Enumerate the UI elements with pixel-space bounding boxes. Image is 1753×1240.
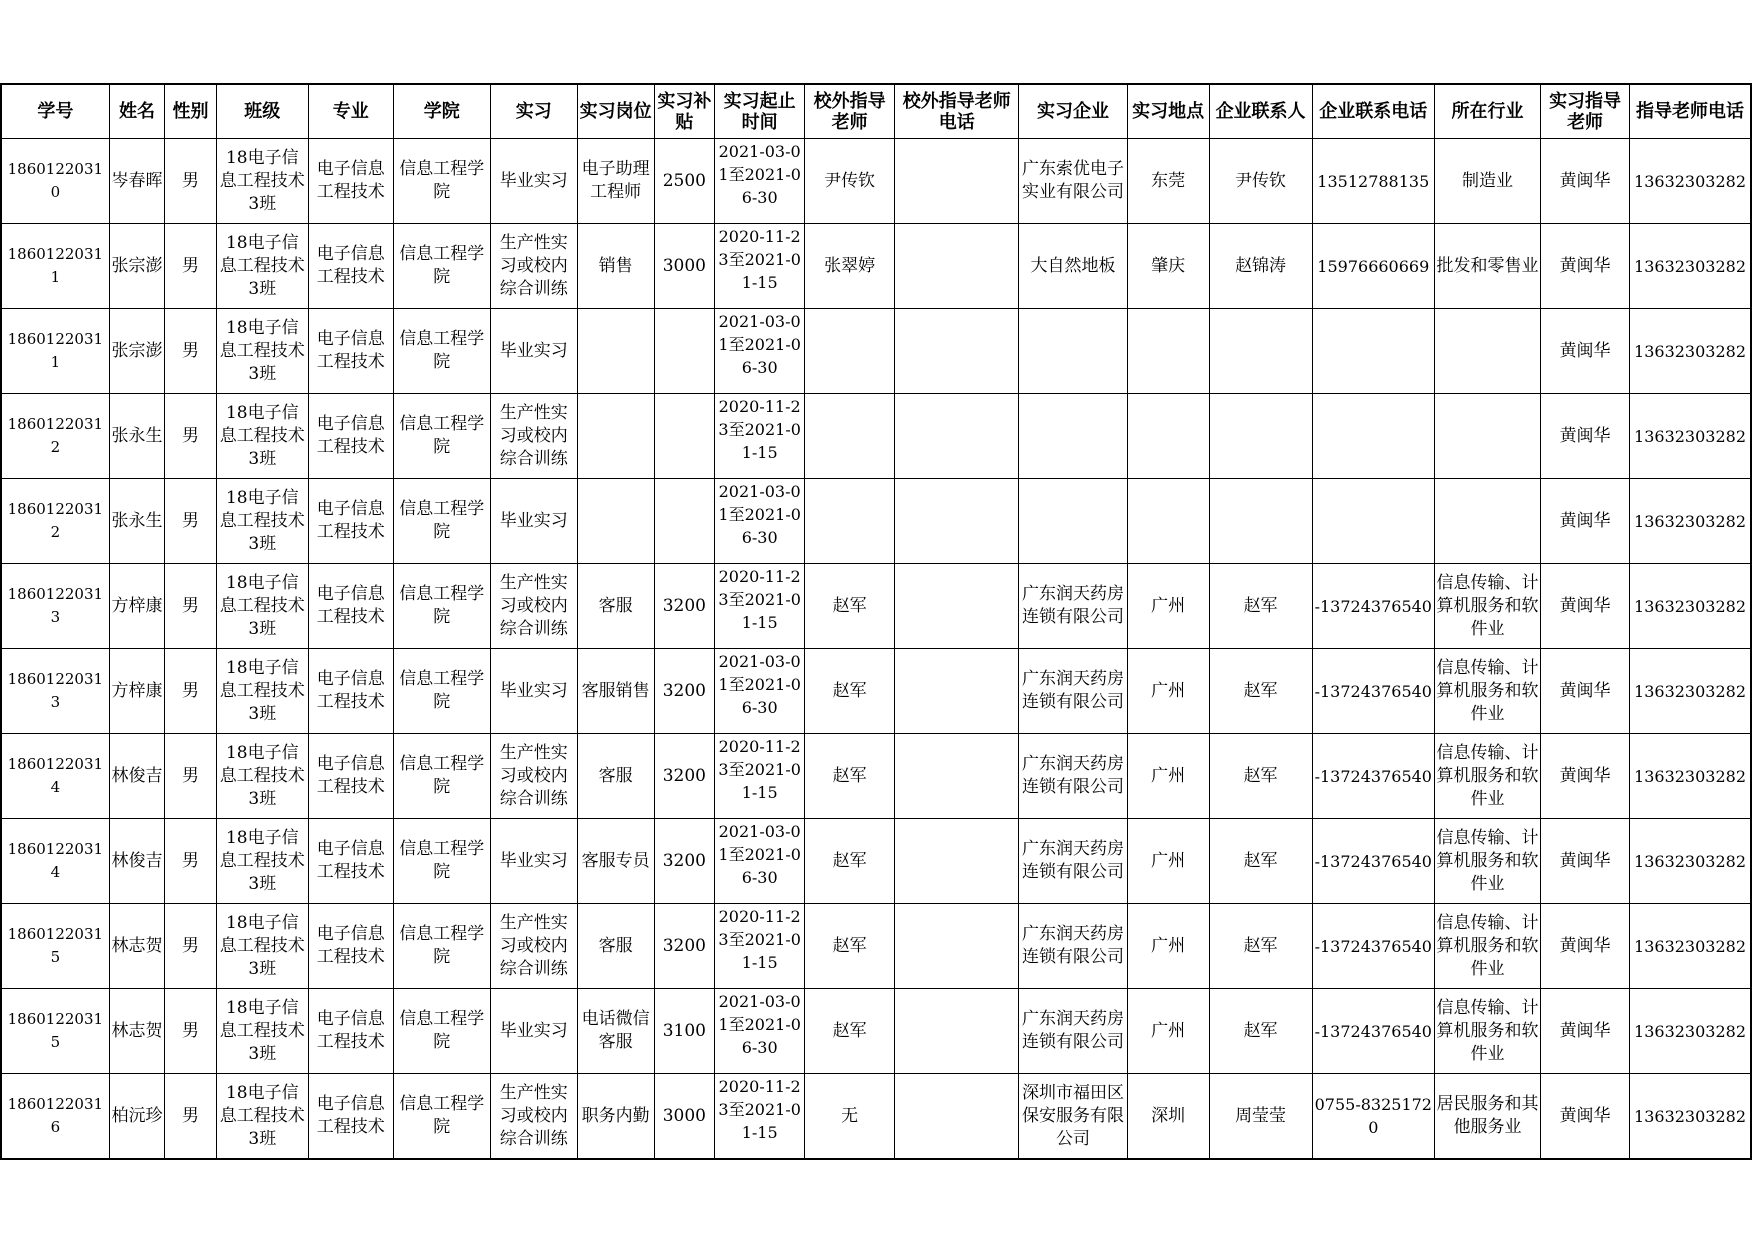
cell-post: 客服 <box>577 904 654 989</box>
cell-subsidy <box>654 309 715 394</box>
header-company-phone: 企业联系电话 <box>1312 84 1434 139</box>
period-text: 2021-03-01至2021-06-30 <box>718 142 801 207</box>
cell-instructor: 黄闽华 <box>1541 564 1630 649</box>
cell-major: 电子信息工程技术 <box>308 989 393 1074</box>
cell-post: 电话微信客服 <box>577 989 654 1074</box>
cell-location <box>1127 394 1209 479</box>
cell-gender: 男 <box>165 734 217 819</box>
cell-student-id: 18601220313 <box>1 564 109 649</box>
cell-subsidy: 3200 <box>654 649 715 734</box>
cell-student-id: 18601220315 <box>1 904 109 989</box>
cell-industry: 信息传输、计算机服务和软件业 <box>1434 819 1540 904</box>
cell-external-teacher-phone <box>895 649 1019 734</box>
cell-company-phone: 13512788135 <box>1312 139 1434 224</box>
cell-company-contact: 赵军 <box>1209 564 1312 649</box>
cell-industry: 制造业 <box>1434 139 1540 224</box>
header-subsidy: 实习补贴 <box>654 84 715 139</box>
cell-major: 电子信息工程技术 <box>308 224 393 309</box>
cell-location: 东莞 <box>1127 139 1209 224</box>
cell-external-teacher <box>805 394 895 479</box>
cell-external-teacher-phone <box>895 904 1019 989</box>
cell-period <box>715 989 805 1074</box>
cell-instructor: 黄闽华 <box>1541 479 1630 564</box>
header-external-teacher-phone: 校外指导老师电话 <box>895 84 1019 139</box>
cell-gender: 男 <box>165 819 217 904</box>
header-industry: 所在行业 <box>1434 84 1540 139</box>
cell-period <box>715 904 805 989</box>
cell-external-teacher-phone <box>895 564 1019 649</box>
cell-instructor-phone: 13632303282 <box>1630 819 1751 904</box>
table-row <box>1 139 1751 224</box>
table-row <box>1 479 1751 564</box>
cell-instructor: 黄闽华 <box>1541 394 1630 479</box>
cell-company: 深圳市福田区保安服务有限公司 <box>1019 1074 1127 1160</box>
header-instructor: 实习指导老师 <box>1541 84 1630 139</box>
period-text: 2021-03-01至2021-06-30 <box>718 312 801 377</box>
cell-major: 电子信息工程技术 <box>308 479 393 564</box>
cell-external-teacher: 赵军 <box>805 734 895 819</box>
cell-external-teacher <box>805 309 895 394</box>
period-text: 2020-11-23至2021-01-15 <box>718 1077 801 1142</box>
cell-instructor: 黄闽华 <box>1541 224 1630 309</box>
cell-class: 18电子信息工程技术3班 <box>216 904 308 989</box>
cell-student-id: 18601220311 <box>1 224 109 309</box>
cell-student-id: 18601220313 <box>1 649 109 734</box>
table-row <box>1 904 1751 989</box>
cell-subsidy: 3100 <box>654 989 715 1074</box>
cell-company-phone: -13724376540 <box>1312 734 1434 819</box>
cell-company-phone: -13724376540 <box>1312 904 1434 989</box>
cell-external-teacher-phone <box>895 989 1019 1074</box>
cell-instructor-phone: 13632303282 <box>1630 479 1751 564</box>
cell-external-teacher-phone <box>895 309 1019 394</box>
cell-period <box>715 1074 805 1160</box>
cell-company-phone <box>1312 309 1434 394</box>
cell-company <box>1019 479 1127 564</box>
cell-major: 电子信息工程技术 <box>308 139 393 224</box>
cell-college: 信息工程学院 <box>393 564 490 649</box>
internship-table <box>0 83 1752 1160</box>
cell-location: 肇庆 <box>1127 224 1209 309</box>
cell-external-teacher-phone <box>895 1074 1019 1160</box>
cell-class: 18电子信息工程技术3班 <box>216 394 308 479</box>
cell-industry <box>1434 479 1540 564</box>
table-row <box>1 309 1751 394</box>
cell-gender: 男 <box>165 904 217 989</box>
cell-class: 18电子信息工程技术3班 <box>216 649 308 734</box>
table-row <box>1 734 1751 819</box>
cell-industry <box>1434 309 1540 394</box>
cell-company-contact: 尹传钦 <box>1209 139 1312 224</box>
cell-period <box>715 394 805 479</box>
cell-external-teacher: 尹传钦 <box>805 139 895 224</box>
cell-post: 职务内勤 <box>577 1074 654 1160</box>
cell-company-contact: 赵锦涛 <box>1209 224 1312 309</box>
cell-student-id: 18601220312 <box>1 479 109 564</box>
period-text: 2020-11-23至2021-01-15 <box>718 737 801 802</box>
cell-major: 电子信息工程技术 <box>308 1074 393 1160</box>
cell-period <box>715 479 805 564</box>
cell-company-contact: 赵军 <box>1209 734 1312 819</box>
cell-class: 18电子信息工程技术3班 <box>216 989 308 1074</box>
cell-company-phone: 0755-83251720 <box>1312 1074 1434 1160</box>
header-major: 专业 <box>308 84 393 139</box>
cell-student-id: 18601220315 <box>1 989 109 1074</box>
cell-college: 信息工程学院 <box>393 224 490 309</box>
cell-industry: 批发和零售业 <box>1434 224 1540 309</box>
table-row <box>1 394 1751 479</box>
table-row <box>1 989 1751 1074</box>
header-instructor-phone: 指导老师电话 <box>1630 84 1751 139</box>
cell-company-phone <box>1312 394 1434 479</box>
cell-name: 林俊吉 <box>109 819 165 904</box>
cell-college: 信息工程学院 <box>393 394 490 479</box>
period-text: 2020-11-23至2021-01-15 <box>718 907 801 972</box>
header-class: 班级 <box>216 84 308 139</box>
cell-instructor-phone: 13632303282 <box>1630 139 1751 224</box>
cell-industry: 居民服务和其他服务业 <box>1434 1074 1540 1160</box>
header-post: 实习岗位 <box>577 84 654 139</box>
cell-instructor-phone: 13632303282 <box>1630 564 1751 649</box>
header-student-id: 学号 <box>1 84 109 139</box>
cell-external-teacher: 赵军 <box>805 819 895 904</box>
cell-location: 广州 <box>1127 904 1209 989</box>
cell-company-contact <box>1209 309 1312 394</box>
cell-instructor-phone: 13632303282 <box>1630 394 1751 479</box>
cell-student-id: 18601220312 <box>1 394 109 479</box>
cell-name: 林俊吉 <box>109 734 165 819</box>
cell-external-teacher: 张翠婷 <box>805 224 895 309</box>
cell-college: 信息工程学院 <box>393 139 490 224</box>
cell-instructor-phone: 13632303282 <box>1630 1074 1751 1160</box>
cell-internship-type: 生产性实习或校内综合训练 <box>490 564 577 649</box>
cell-post: 销售 <box>577 224 654 309</box>
cell-company: 广东索优电子实业有限公司 <box>1019 139 1127 224</box>
cell-gender: 男 <box>165 394 217 479</box>
cell-external-teacher-phone <box>895 819 1019 904</box>
cell-industry: 信息传输、计算机服务和软件业 <box>1434 904 1540 989</box>
cell-internship-type: 毕业实习 <box>490 309 577 394</box>
cell-industry <box>1434 394 1540 479</box>
cell-external-teacher-phone <box>895 224 1019 309</box>
cell-location: 深圳 <box>1127 1074 1209 1160</box>
cell-industry: 信息传输、计算机服务和软件业 <box>1434 649 1540 734</box>
period-text: 2021-03-01至2021-06-30 <box>718 482 801 547</box>
cell-name: 方梓康 <box>109 649 165 734</box>
cell-company-contact <box>1209 394 1312 479</box>
period-text: 2021-03-01至2021-06-30 <box>718 822 801 887</box>
cell-subsidy: 3200 <box>654 564 715 649</box>
cell-instructor: 黄闽华 <box>1541 989 1630 1074</box>
cell-external-teacher <box>805 479 895 564</box>
table-row <box>1 224 1751 309</box>
period-text: 2020-11-23至2021-01-15 <box>718 397 801 462</box>
cell-company-phone <box>1312 479 1434 564</box>
cell-external-teacher: 赵军 <box>805 904 895 989</box>
cell-subsidy: 3000 <box>654 224 715 309</box>
cell-gender: 男 <box>165 989 217 1074</box>
cell-class: 18电子信息工程技术3班 <box>216 309 308 394</box>
cell-company: 广东润天药房连锁有限公司 <box>1019 649 1127 734</box>
period-text: 2021-03-01至2021-06-30 <box>718 992 801 1057</box>
cell-major: 电子信息工程技术 <box>308 309 393 394</box>
cell-location <box>1127 309 1209 394</box>
header-period: 实习起止时间 <box>715 84 805 139</box>
cell-period <box>715 224 805 309</box>
cell-external-teacher-phone <box>895 139 1019 224</box>
cell-college: 信息工程学院 <box>393 734 490 819</box>
header-external-teacher: 校外指导老师 <box>805 84 895 139</box>
cell-name: 方梓康 <box>109 564 165 649</box>
table-row <box>1 564 1751 649</box>
cell-internship-type: 生产性实习或校内综合训练 <box>490 734 577 819</box>
cell-instructor: 黄闽华 <box>1541 734 1630 819</box>
cell-external-teacher: 赵军 <box>805 649 895 734</box>
cell-company-contact: 赵军 <box>1209 904 1312 989</box>
header-name: 姓名 <box>109 84 165 139</box>
cell-external-teacher: 赵军 <box>805 564 895 649</box>
cell-company-phone: -13724376540 <box>1312 564 1434 649</box>
cell-gender: 男 <box>165 309 217 394</box>
cell-subsidy: 3200 <box>654 734 715 819</box>
table-row <box>1 819 1751 904</box>
cell-instructor: 黄闽华 <box>1541 819 1630 904</box>
cell-external-teacher: 无 <box>805 1074 895 1160</box>
cell-company: 广东润天药房连锁有限公司 <box>1019 734 1127 819</box>
cell-external-teacher-phone <box>895 479 1019 564</box>
cell-company: 大自然地板 <box>1019 224 1127 309</box>
cell-name: 岑春晖 <box>109 139 165 224</box>
cell-period <box>715 819 805 904</box>
header-location: 实习地点 <box>1127 84 1209 139</box>
cell-company-contact: 赵军 <box>1209 649 1312 734</box>
cell-company-contact <box>1209 479 1312 564</box>
cell-college: 信息工程学院 <box>393 479 490 564</box>
cell-period <box>715 564 805 649</box>
cell-instructor-phone: 13632303282 <box>1630 734 1751 819</box>
cell-subsidy <box>654 479 715 564</box>
cell-industry: 信息传输、计算机服务和软件业 <box>1434 564 1540 649</box>
cell-company-phone: -13724376540 <box>1312 989 1434 1074</box>
cell-internship-type: 毕业实习 <box>490 989 577 1074</box>
cell-student-id: 18601220316 <box>1 1074 109 1160</box>
cell-class: 18电子信息工程技术3班 <box>216 564 308 649</box>
cell-major: 电子信息工程技术 <box>308 734 393 819</box>
cell-college: 信息工程学院 <box>393 309 490 394</box>
cell-period <box>715 649 805 734</box>
cell-instructor: 黄闽华 <box>1541 904 1630 989</box>
cell-instructor: 黄闽华 <box>1541 139 1630 224</box>
cell-company <box>1019 394 1127 479</box>
cell-company <box>1019 309 1127 394</box>
cell-post: 客服销售 <box>577 649 654 734</box>
cell-post: 客服 <box>577 734 654 819</box>
cell-industry: 信息传输、计算机服务和软件业 <box>1434 989 1540 1074</box>
header-gender: 性别 <box>165 84 217 139</box>
cell-subsidy: 3200 <box>654 904 715 989</box>
cell-subsidy: 3200 <box>654 819 715 904</box>
cell-post: 客服 <box>577 564 654 649</box>
cell-class: 18电子信息工程技术3班 <box>216 734 308 819</box>
table-row <box>1 1074 1751 1160</box>
cell-internship-type: 生产性实习或校内综合训练 <box>490 904 577 989</box>
period-text: 2021-03-01至2021-06-30 <box>718 652 801 717</box>
cell-company: 广东润天药房连锁有限公司 <box>1019 819 1127 904</box>
cell-major: 电子信息工程技术 <box>308 819 393 904</box>
cell-internship-type: 毕业实习 <box>490 479 577 564</box>
cell-instructor-phone: 13632303282 <box>1630 309 1751 394</box>
cell-instructor: 黄闽华 <box>1541 309 1630 394</box>
cell-gender: 男 <box>165 139 217 224</box>
period-text: 2020-11-23至2021-01-15 <box>718 227 801 292</box>
cell-company-phone: -13724376540 <box>1312 649 1434 734</box>
cell-post: 电子助理工程师 <box>577 139 654 224</box>
cell-external-teacher: 赵军 <box>805 989 895 1074</box>
cell-student-id: 18601220311 <box>1 309 109 394</box>
cell-company-contact: 赵军 <box>1209 819 1312 904</box>
header-company-contact: 企业联系人 <box>1209 84 1312 139</box>
cell-college: 信息工程学院 <box>393 1074 490 1160</box>
cell-college: 信息工程学院 <box>393 989 490 1074</box>
cell-major: 电子信息工程技术 <box>308 394 393 479</box>
cell-post <box>577 394 654 479</box>
cell-post <box>577 309 654 394</box>
cell-college: 信息工程学院 <box>393 819 490 904</box>
cell-instructor-phone: 13632303282 <box>1630 989 1751 1074</box>
cell-industry: 信息传输、计算机服务和软件业 <box>1434 734 1540 819</box>
header-internship-type: 实习 <box>490 84 577 139</box>
cell-gender: 男 <box>165 649 217 734</box>
cell-period <box>715 734 805 819</box>
cell-internship-type: 生产性实习或校内综合训练 <box>490 224 577 309</box>
cell-instructor: 黄闽华 <box>1541 649 1630 734</box>
cell-student-id: 18601220310 <box>1 139 109 224</box>
cell-location: 广州 <box>1127 819 1209 904</box>
cell-student-id: 18601220314 <box>1 819 109 904</box>
cell-location: 广州 <box>1127 989 1209 1074</box>
cell-period <box>715 139 805 224</box>
cell-location: 广州 <box>1127 734 1209 819</box>
cell-location <box>1127 479 1209 564</box>
cell-gender: 男 <box>165 564 217 649</box>
cell-internship-type: 毕业实习 <box>490 649 577 734</box>
header-row <box>1 84 1751 139</box>
cell-internship-type: 毕业实习 <box>490 819 577 904</box>
table-row <box>1 649 1751 734</box>
cell-class: 18电子信息工程技术3班 <box>216 224 308 309</box>
cell-location: 广州 <box>1127 649 1209 734</box>
cell-period <box>715 309 805 394</box>
cell-gender: 男 <box>165 224 217 309</box>
cell-major: 电子信息工程技术 <box>308 564 393 649</box>
cell-major: 电子信息工程技术 <box>308 904 393 989</box>
cell-name: 林志贺 <box>109 989 165 1074</box>
cell-company-phone: 15976660669 <box>1312 224 1434 309</box>
cell-internship-type: 生产性实习或校内综合训练 <box>490 394 577 479</box>
cell-post <box>577 479 654 564</box>
cell-class: 18电子信息工程技术3班 <box>216 819 308 904</box>
cell-student-id: 18601220314 <box>1 734 109 819</box>
cell-class: 18电子信息工程技术3班 <box>216 1074 308 1160</box>
cell-college: 信息工程学院 <box>393 649 490 734</box>
cell-instructor-phone: 13632303282 <box>1630 904 1751 989</box>
cell-subsidy: 3000 <box>654 1074 715 1160</box>
cell-gender: 男 <box>165 479 217 564</box>
cell-name: 张宗澎 <box>109 309 165 394</box>
cell-external-teacher-phone <box>895 734 1019 819</box>
cell-company: 广东润天药房连锁有限公司 <box>1019 989 1127 1074</box>
cell-instructor: 黄闽华 <box>1541 1074 1630 1160</box>
cell-name: 柏沅珍 <box>109 1074 165 1160</box>
cell-college: 信息工程学院 <box>393 904 490 989</box>
cell-internship-type: 毕业实习 <box>490 139 577 224</box>
period-text: 2020-11-23至2021-01-15 <box>718 567 801 632</box>
cell-name: 张永生 <box>109 479 165 564</box>
cell-company-phone: -13724376540 <box>1312 819 1434 904</box>
cell-company-contact: 周莹莹 <box>1209 1074 1312 1160</box>
cell-location: 广州 <box>1127 564 1209 649</box>
cell-external-teacher-phone <box>895 394 1019 479</box>
cell-major: 电子信息工程技术 <box>308 649 393 734</box>
cell-instructor-phone: 13632303282 <box>1630 649 1751 734</box>
cell-subsidy: 2500 <box>654 139 715 224</box>
cell-class: 18电子信息工程技术3班 <box>216 479 308 564</box>
cell-name: 张宗澎 <box>109 224 165 309</box>
cell-company: 广东润天药房连锁有限公司 <box>1019 564 1127 649</box>
cell-name: 张永生 <box>109 394 165 479</box>
cell-company: 广东润天药房连锁有限公司 <box>1019 904 1127 989</box>
cell-name: 林志贺 <box>109 904 165 989</box>
cell-subsidy <box>654 394 715 479</box>
cell-post: 客服专员 <box>577 819 654 904</box>
cell-class: 18电子信息工程技术3班 <box>216 139 308 224</box>
cell-internship-type: 生产性实习或校内综合训练 <box>490 1074 577 1160</box>
cell-instructor-phone: 13632303282 <box>1630 224 1751 309</box>
header-college: 学院 <box>393 84 490 139</box>
header-company: 实习企业 <box>1019 84 1127 139</box>
cell-company-contact: 赵军 <box>1209 989 1312 1074</box>
cell-gender: 男 <box>165 1074 217 1160</box>
